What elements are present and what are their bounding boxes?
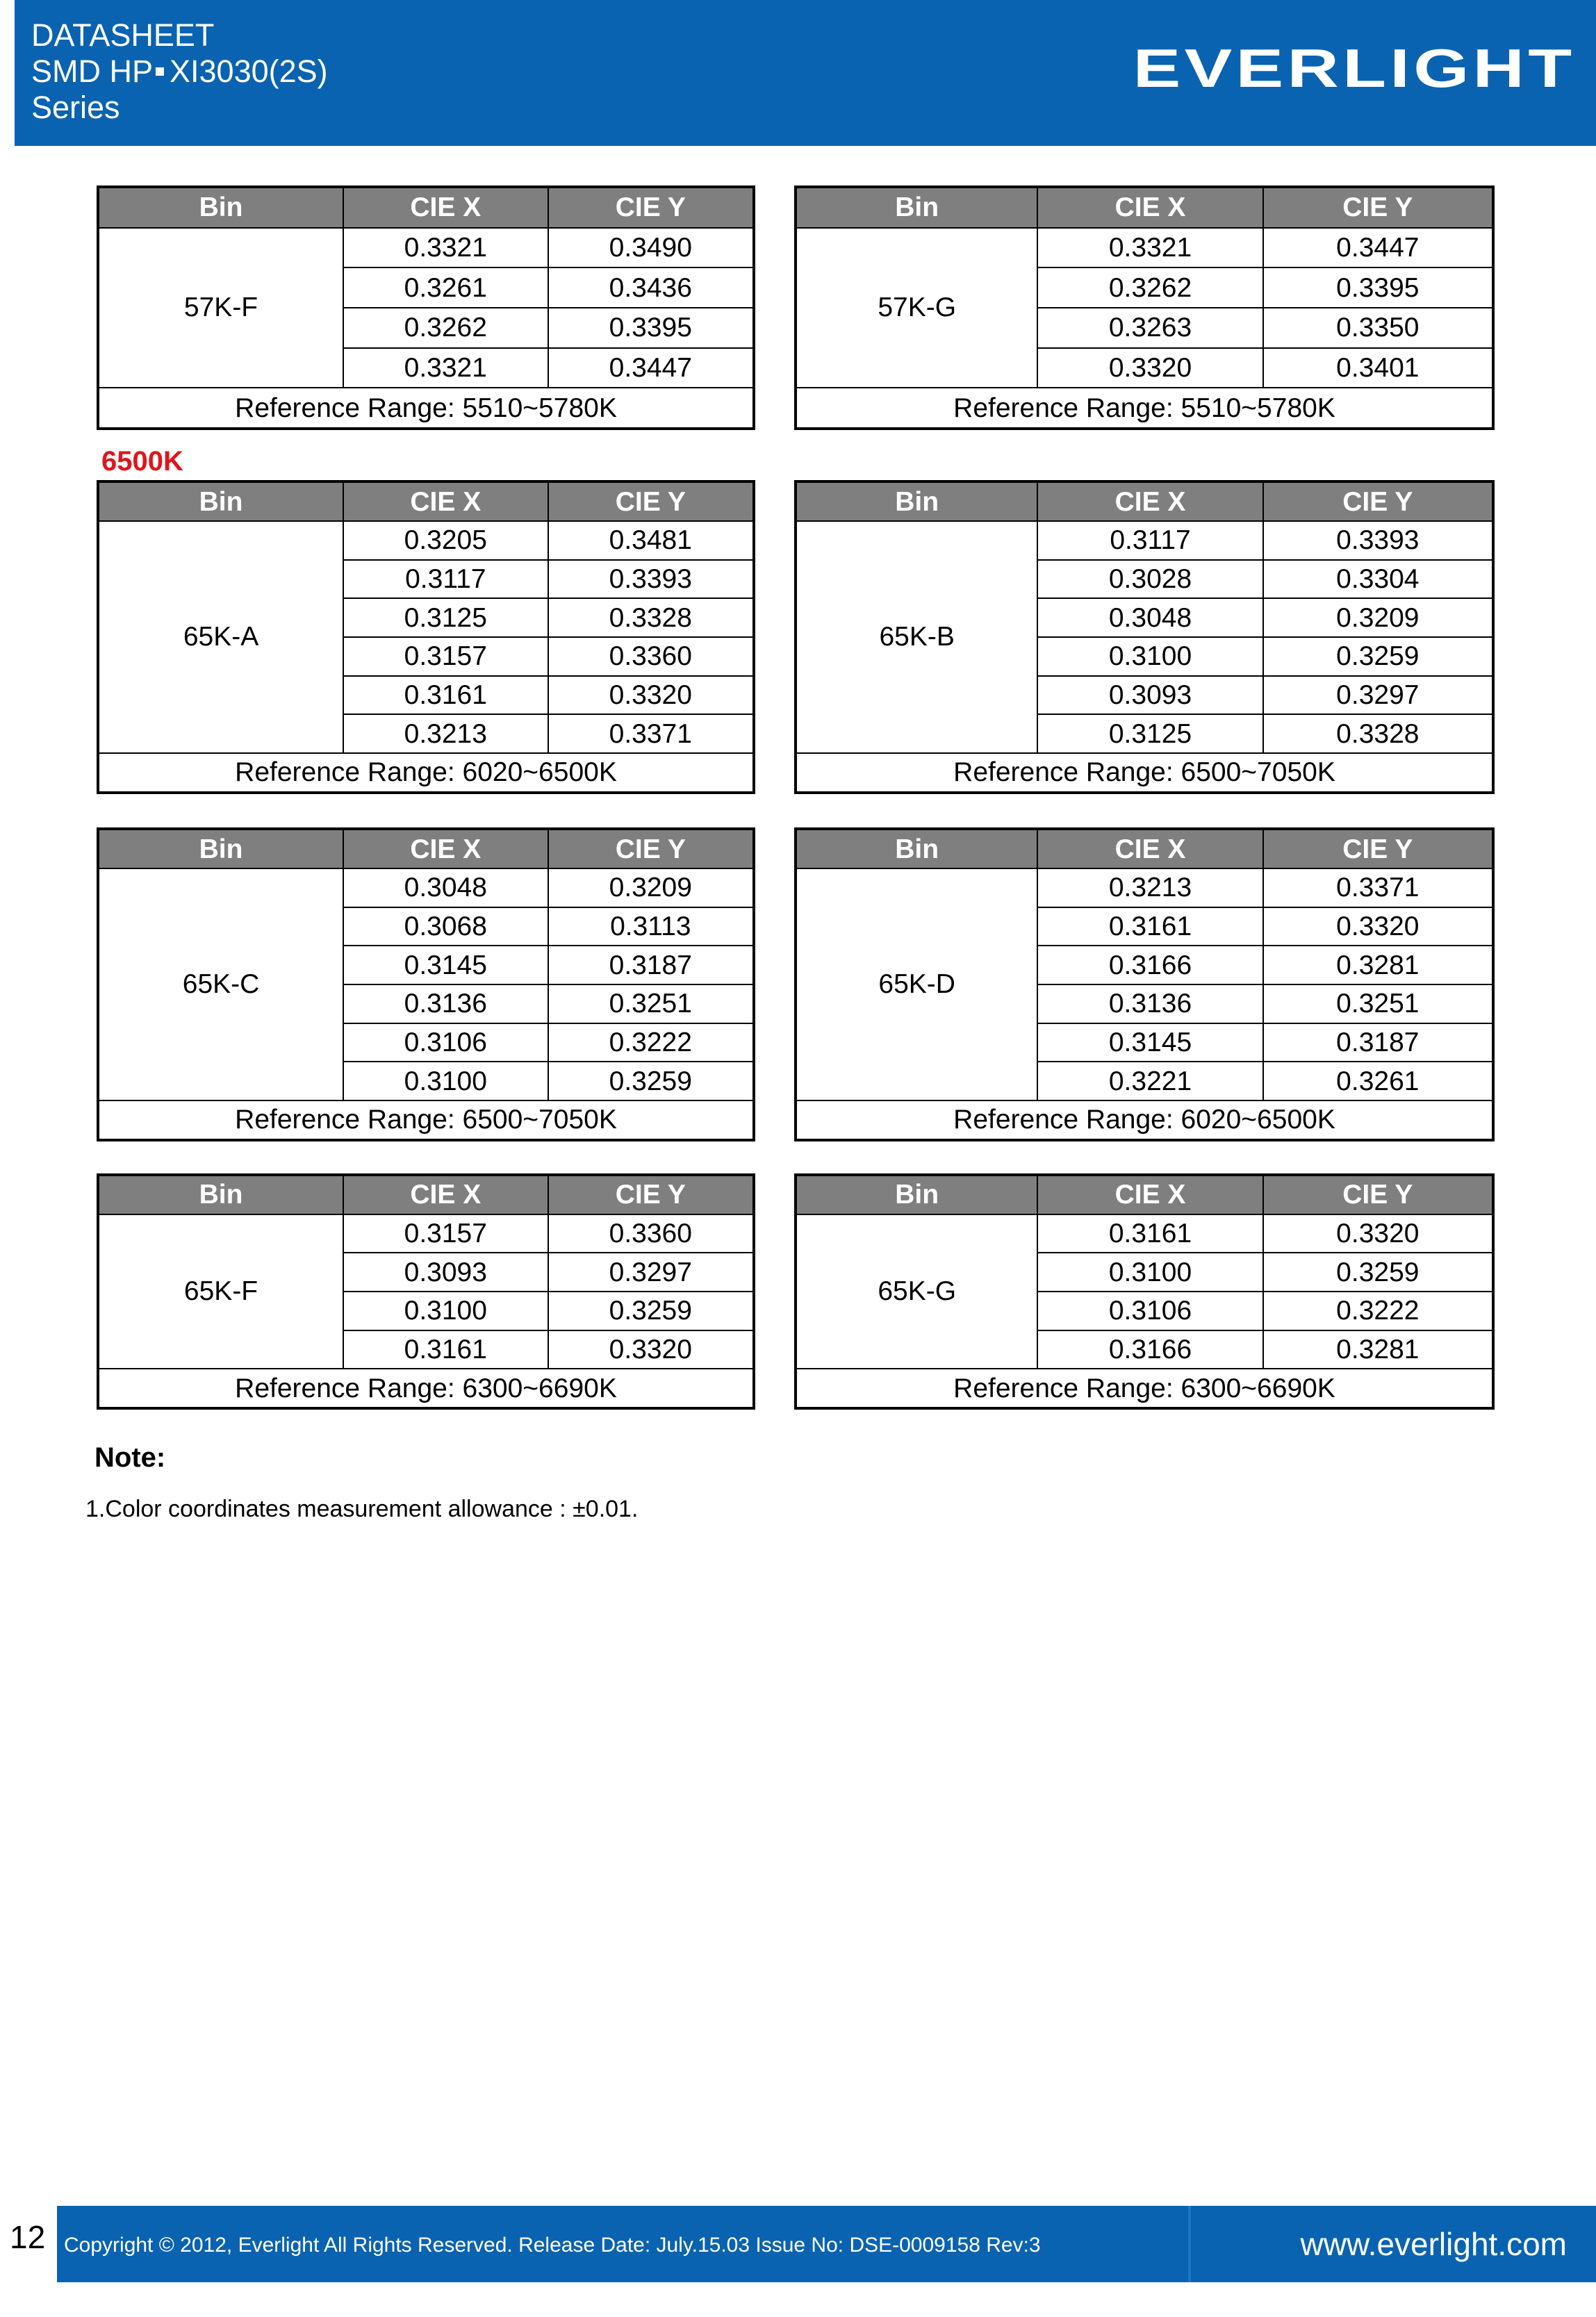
cie-y-value: 0.3281 <box>1263 946 1493 984</box>
cie-y-value: 0.3360 <box>548 637 754 676</box>
product-name <box>31 53 328 90</box>
col-header-cie-x: CIE X <box>1037 187 1262 228</box>
table-header-row <box>796 187 1493 228</box>
cie-x-value: 0.3157 <box>343 1214 548 1253</box>
col-header-cie-y: CIE Y <box>1263 481 1493 521</box>
table-row <box>98 521 754 560</box>
cie-y-value: 0.3259 <box>1263 637 1493 676</box>
cie-y-value: 0.3393 <box>548 560 754 599</box>
col-header-bin: Bin <box>98 829 343 868</box>
reference-range: Reference Range: 6300~6690K <box>98 1369 754 1408</box>
cie-y-value: 0.3328 <box>548 598 754 637</box>
table-row <box>98 1214 754 1253</box>
section-label-6500k: 6500K <box>101 446 183 477</box>
table-row <box>796 868 1493 907</box>
cie-x-value: 0.3136 <box>1037 984 1262 1023</box>
bin-table <box>794 827 1495 1141</box>
bin-name: 65K-D <box>796 868 1037 1100</box>
cie-x-value: 0.3125 <box>1037 714 1262 753</box>
reference-range-row <box>98 1369 754 1408</box>
table-header-row <box>98 829 754 868</box>
reference-range-row <box>98 1100 754 1140</box>
table-row <box>98 228 754 268</box>
table-header-row <box>796 1175 1493 1214</box>
cie-y-value: 0.3371 <box>1263 868 1493 907</box>
cie-x-value: 0.3166 <box>1037 1330 1262 1369</box>
cie-x-value: 0.3048 <box>1037 598 1262 637</box>
cie-y-value: 0.3251 <box>1263 984 1493 1023</box>
col-header-cie-x: CIE X <box>343 187 548 228</box>
cie-y-value: 0.3187 <box>1263 1023 1493 1062</box>
reference-range-row <box>796 1369 1493 1408</box>
cie-y-value: 0.3259 <box>548 1292 754 1330</box>
cie-y-value: 0.3222 <box>548 1023 754 1062</box>
cie-y-value: 0.3113 <box>548 907 754 946</box>
table-header-row <box>796 481 1493 521</box>
square-bullet-icon <box>156 67 164 76</box>
col-header-cie-x: CIE X <box>343 481 548 521</box>
table-row <box>796 1214 1493 1253</box>
bin-table <box>97 185 755 430</box>
col-header-cie-x: CIE X <box>343 1175 548 1214</box>
note-text: 1.Color coordinates measurement allowance : ±0.01. <box>85 1496 639 1522</box>
bin-table <box>97 827 755 1141</box>
cie-x-value: 0.3161 <box>1037 1214 1262 1253</box>
cie-y-value: 0.3447 <box>548 348 754 388</box>
bin-table <box>97 1173 755 1410</box>
col-header-cie-x: CIE X <box>1037 829 1262 868</box>
cie-x-value: 0.3262 <box>343 308 548 348</box>
col-header-cie-y: CIE Y <box>1263 829 1493 868</box>
reference-range-row <box>98 388 754 429</box>
col-header-cie-x: CIE X <box>1037 481 1262 521</box>
col-header-bin: Bin <box>98 481 343 521</box>
col-header-cie-y: CIE Y <box>1263 187 1493 228</box>
bin-name: 57K-F <box>98 228 343 388</box>
col-header-cie-x: CIE X <box>1037 1175 1262 1214</box>
cie-y-value: 0.3320 <box>548 1330 754 1369</box>
cie-x-value: 0.3106 <box>343 1023 548 1062</box>
col-header-cie-y: CIE Y <box>548 481 754 521</box>
cie-y-value: 0.3360 <box>548 1214 754 1253</box>
page-header <box>15 0 1596 146</box>
bin-name: 65K-C <box>98 868 343 1100</box>
cie-x-value: 0.3161 <box>1037 907 1262 946</box>
cie-y-value: 0.3209 <box>548 868 754 907</box>
cie-x-value: 0.3093 <box>343 1253 548 1292</box>
product-prefix: SMD HP <box>31 53 154 89</box>
cie-x-value: 0.3100 <box>1037 637 1262 676</box>
cie-y-value: 0.3261 <box>1263 1062 1493 1100</box>
cie-y-value: 0.3320 <box>1263 907 1493 946</box>
cie-y-value: 0.3251 <box>548 984 754 1023</box>
cie-y-value: 0.3304 <box>1263 560 1493 599</box>
cie-y-value: 0.3259 <box>548 1062 754 1100</box>
doc-type: DATASHEET <box>31 17 215 53</box>
cie-x-value: 0.3321 <box>343 348 548 388</box>
table-header-row <box>98 481 754 521</box>
cie-y-value: 0.3187 <box>548 946 754 984</box>
cie-y-value: 0.3401 <box>1263 348 1493 388</box>
bin-name: 65K-A <box>98 521 343 753</box>
cie-y-value: 0.3490 <box>548 228 754 268</box>
reference-range: Reference Range: 6300~6690K <box>796 1369 1493 1408</box>
cie-y-value: 0.3281 <box>1263 1330 1493 1369</box>
cie-x-value: 0.3213 <box>1037 868 1262 907</box>
reference-range: Reference Range: 6020~6500K <box>796 1100 1493 1140</box>
cie-y-value: 0.3481 <box>548 521 754 560</box>
cie-y-value: 0.3371 <box>548 714 754 753</box>
cie-y-value: 0.3297 <box>548 1253 754 1292</box>
col-header-bin: Bin <box>98 1175 343 1214</box>
col-header-bin: Bin <box>796 187 1037 228</box>
reference-range: Reference Range: 5510~5780K <box>796 388 1493 429</box>
cie-x-value: 0.3117 <box>343 560 548 599</box>
table-row <box>796 228 1493 268</box>
reference-range: Reference Range: 5510~5780K <box>98 388 754 429</box>
cie-x-value: 0.3221 <box>1037 1062 1262 1100</box>
product-model: XI3030(2S) <box>170 53 328 89</box>
col-header-bin: Bin <box>796 1175 1037 1214</box>
col-header-cie-y: CIE Y <box>548 187 754 228</box>
table-header-row <box>98 187 754 228</box>
reference-range: Reference Range: 6500~7050K <box>98 1100 754 1140</box>
reference-range-row <box>796 753 1493 793</box>
col-header-bin: Bin <box>796 481 1037 521</box>
cie-x-value: 0.3136 <box>343 984 548 1023</box>
col-header-cie-x: CIE X <box>343 829 548 868</box>
col-header-cie-y: CIE Y <box>548 1175 754 1214</box>
cie-x-value: 0.3262 <box>1037 267 1262 308</box>
cie-x-value: 0.3068 <box>343 907 548 946</box>
website-link[interactable]: www.everlight.com <box>1300 2226 1567 2262</box>
cie-x-value: 0.3100 <box>343 1062 548 1100</box>
cie-y-value: 0.3297 <box>1263 676 1493 715</box>
cie-y-value: 0.3395 <box>1263 267 1493 308</box>
cie-y-value: 0.3320 <box>548 676 754 715</box>
footer-bar <box>57 2206 1596 2282</box>
reference-range-row <box>796 388 1493 429</box>
cie-x-value: 0.3161 <box>343 676 548 715</box>
page-number: 12 <box>0 2206 57 2282</box>
cie-y-value: 0.3259 <box>1263 1253 1493 1292</box>
cie-x-value: 0.3145 <box>1037 1023 1262 1062</box>
cie-y-value: 0.3350 <box>1263 308 1493 348</box>
col-header-cie-y: CIE Y <box>1263 1175 1493 1214</box>
cie-x-value: 0.3093 <box>1037 676 1262 715</box>
bin-table <box>794 185 1495 430</box>
col-header-cie-y: CIE Y <box>548 829 754 868</box>
cie-x-value: 0.3117 <box>1037 521 1262 560</box>
cie-x-value: 0.3213 <box>343 714 548 753</box>
table-row <box>796 521 1493 560</box>
note-title: Note: <box>94 1442 166 1473</box>
cie-y-value: 0.3436 <box>548 267 754 308</box>
cie-x-value: 0.3321 <box>343 228 548 268</box>
cie-x-value: 0.3048 <box>343 868 548 907</box>
reference-range: Reference Range: 6020~6500K <box>98 753 754 793</box>
cie-x-value: 0.3028 <box>1037 560 1262 599</box>
cie-y-value: 0.3447 <box>1263 228 1493 268</box>
cie-x-value: 0.3261 <box>343 267 548 308</box>
copyright-text: Copyright © 2012, Everlight All Rights Reserved. Release Date: July.15.03 Issue No: DSE-0009158 Rev:3 <box>64 2234 1041 2257</box>
cie-x-value: 0.3166 <box>1037 946 1262 984</box>
cie-y-value: 0.3395 <box>548 308 754 348</box>
page-footer <box>0 2206 1596 2282</box>
cie-x-value: 0.3125 <box>343 598 548 637</box>
bin-name: 65K-F <box>98 1214 343 1369</box>
bin-table <box>794 480 1495 794</box>
cie-x-value: 0.3320 <box>1037 348 1262 388</box>
everlight-logo: EVERLIGHT <box>1133 38 1575 99</box>
bin-table <box>794 1173 1495 1410</box>
cie-x-value: 0.3145 <box>343 946 548 984</box>
bin-name: 65K-G <box>796 1214 1037 1369</box>
cie-y-value: 0.3320 <box>1263 1214 1493 1253</box>
table-header-row <box>796 829 1493 868</box>
cie-x-value: 0.3106 <box>1037 1292 1262 1330</box>
cie-x-value: 0.3161 <box>343 1330 548 1369</box>
bin-name: 57K-G <box>796 228 1037 388</box>
cie-y-value: 0.3209 <box>1263 598 1493 637</box>
cie-x-value: 0.3100 <box>1037 1253 1262 1292</box>
cie-x-value: 0.3321 <box>1037 228 1262 268</box>
reference-range: Reference Range: 6500~7050K <box>796 753 1493 793</box>
table-header-row <box>98 1175 754 1214</box>
cie-x-value: 0.3263 <box>1037 308 1262 348</box>
table-row <box>98 868 754 907</box>
product-series: Series <box>31 90 120 125</box>
col-header-bin: Bin <box>796 829 1037 868</box>
cie-y-value: 0.3328 <box>1263 714 1493 753</box>
cie-y-value: 0.3222 <box>1263 1292 1493 1330</box>
reference-range-row <box>796 1100 1493 1140</box>
reference-range-row <box>98 753 754 793</box>
cie-y-value: 0.3393 <box>1263 521 1493 560</box>
cie-x-value: 0.3157 <box>343 637 548 676</box>
cie-x-value: 0.3205 <box>343 521 548 560</box>
bin-name: 65K-B <box>796 521 1037 753</box>
col-header-bin: Bin <box>98 187 343 228</box>
footer-divider <box>1188 2206 1191 2282</box>
cie-x-value: 0.3100 <box>343 1292 548 1330</box>
bin-table <box>97 480 755 794</box>
